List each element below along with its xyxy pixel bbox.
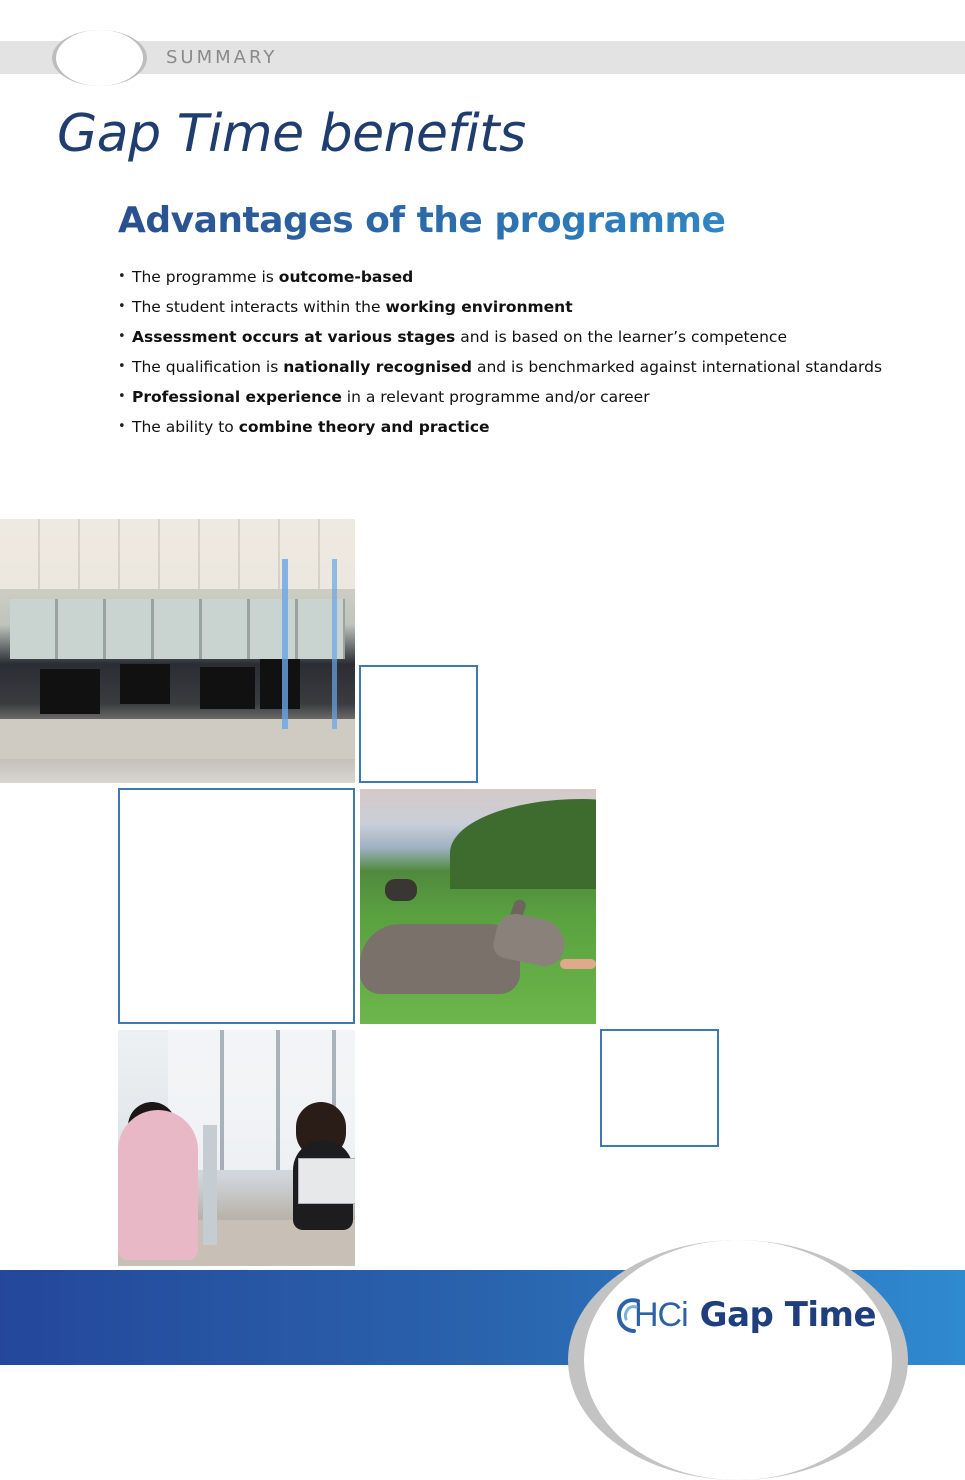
logo-gap-time-text: Gap Time — [699, 1295, 877, 1335]
office-photo — [0, 519, 355, 783]
list-item: • Assessment occurs at various stages and is based on the learner’s competence — [118, 322, 882, 352]
decorative-frame — [600, 1029, 719, 1147]
list-item: • The qualification is nationally recognised and is benchmarked against international standards — [118, 352, 882, 382]
header-bracket-ornament — [52, 30, 147, 86]
meeting-photo — [118, 1030, 355, 1266]
donkey-photo — [360, 789, 596, 1024]
logo-hci-text: HCi — [634, 1295, 688, 1334]
hci-gap-time-logo — [614, 1290, 876, 1340]
page-title: Gap Time benefits — [57, 104, 526, 164]
hci-swoosh-icon — [614, 1295, 642, 1335]
decorative-frame — [118, 788, 355, 1024]
list-item: • Professional experience in a relevant programme and/or career — [118, 382, 882, 412]
list-item: • The programme is outcome-based — [118, 262, 882, 292]
list-item: • The student interacts within the working environment — [118, 292, 882, 322]
list-item: • The ability to combine theory and practice — [118, 412, 882, 442]
section-heading: Advantages of the programme — [118, 200, 726, 241]
section-label: SUMMARY — [166, 47, 278, 68]
logo-badge — [568, 1240, 908, 1480]
decorative-frame — [359, 665, 478, 783]
benefits-list — [118, 262, 882, 442]
